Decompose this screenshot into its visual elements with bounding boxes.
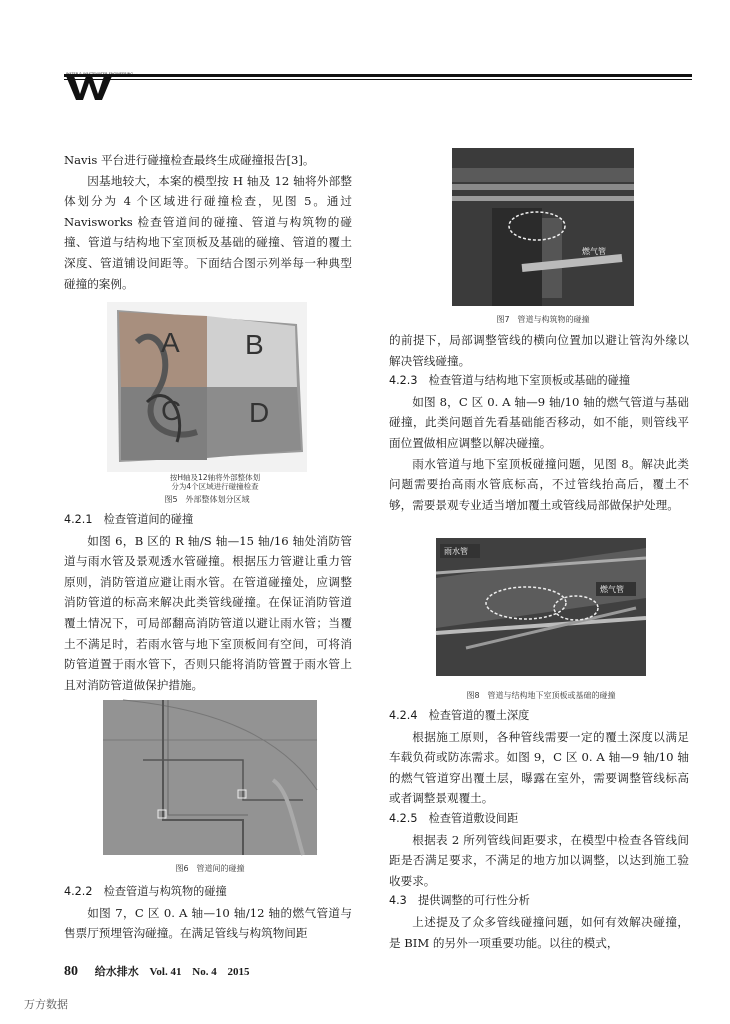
- journal-name: 给水排水: [94, 966, 139, 978]
- left-para-2: 因基地较大，本案的模型按 H 轴及 12 轴将外部整体划分为 4 个区域进行碰撞检查，见图 5。通过 Navisworks 检查管道间的碰撞、管道与构筑物的碰撞、管道与结构地下室顶板及基础的碰撞、管道的覆土深度、管道铺设间距等。下面结合图示列举每一种典型碰撞的案例。: [64, 173, 352, 291]
- figure-5: [107, 302, 307, 472]
- journal-volume: Vol. 41: [149, 966, 182, 978]
- right-para-2: 如图 8，C 区 0. A 轴—9 轴/10 轴的燃气管道与基础碰撞，此类问题首先看基础能否移动，如不能，则管线平面位置做相应调整以解决碰撞。: [389, 394, 689, 450]
- fig5-label-d: D: [249, 397, 270, 428]
- right-para-1: 的前提下，局部调整管线的横向位置加以避让管沟外缘以解决管线碰撞。: [389, 333, 689, 368]
- watermark: 万方数据: [24, 998, 68, 1011]
- left-para-1: Navis 平台进行碰撞检查最终生成碰撞报告[3]。: [64, 153, 315, 167]
- right-para-6: 上述提及了众多管线碰撞问题，如何有效解决碰撞，是 BIM 的另外一项重要功能。以往的模式，: [389, 914, 689, 950]
- fig5-label-a: A: [161, 327, 180, 358]
- fig8-label-rain: 雨水管: [444, 547, 468, 556]
- header-rule: [64, 74, 692, 77]
- fig7-caption: 图7 管道与构筑物的碰撞: [496, 315, 590, 324]
- left-para-3: 如图 6，B 区的 R 轴/S 轴—15 轴/16 轴处消防管道与雨水管及景观透水管碰撞。根据压力管避让重力管原则，消防管道应避让雨水管。在管道碰撞处，应调整消防管道的标高来解决此类管线碰撞。在保证消防管道覆土情况下，可局部翻高消防管道以避让雨水管；当覆土不满足时，若雨水管与地下室顶板间有空间，可将消防管道置于雨水管下，否则只能将消防管置于雨水管上且对消防管道做保护措施。: [64, 533, 352, 692]
- page-footer: [64, 963, 257, 980]
- heading-4-2-2: 4.2.2 检查管道与构筑物的碰撞: [64, 885, 227, 898]
- figure-8: [436, 538, 646, 676]
- figure-8-drawing: [436, 538, 646, 676]
- fig8-label-gas: 燃气管: [600, 585, 624, 594]
- figure-5-drawing: [107, 302, 307, 472]
- header-rule-thin: [64, 79, 692, 80]
- right-column-bottom: [389, 706, 689, 953]
- left-column-bottom: [64, 882, 352, 944]
- left-para-4: 如图 7，C 区 0. A 轴—10 轴/12 轴的燃气管道与售票厅预埋管沟碰撞。在满足管线与构筑物间距: [64, 905, 352, 941]
- fig5-label-b: B: [245, 329, 264, 360]
- fig6-caption: 图6 管道间的碰撞: [175, 864, 245, 873]
- heading-4-3: 4.3 提供调整的可行性分析: [389, 894, 530, 908]
- heading-4-2-3: 4.2.3 检查管道与结构地下室顶板或基础的碰撞: [389, 374, 631, 388]
- fig5-caption: 图5 外部整体划分区域: [164, 495, 250, 504]
- fig5-inner-note: [150, 473, 280, 491]
- right-para-5: 根据表 2 所列管线间距要求，在模型中检查各管线间距是否满足要求，不满足的地方加以调整，以达到施工验收要求。: [389, 832, 689, 888]
- right-column-top: [389, 330, 689, 515]
- heading-4-2-4: 4.2.4 检查管道的覆土深度: [389, 709, 530, 722]
- journal-issue: No. 4: [192, 966, 217, 978]
- journal-year: 2015: [227, 966, 250, 978]
- right-para-3: 雨水管道与地下室顶板碰撞问题，见图 8。解决此类问题需要抬高雨水管底标高，不过管线抬高后，覆土不够，需要景观专业适当增加覆土或管线局部做保护处理。: [389, 456, 689, 512]
- figure-6-drawing: [103, 700, 317, 855]
- fig5-inner-line1: 按H轴及12轴将外部整体划: [169, 473, 261, 482]
- figure-7: [452, 148, 634, 306]
- figure-7-drawing: [452, 148, 634, 306]
- heading-4-2-5: 4.2.5 检查管道敷设间距: [389, 811, 519, 825]
- fig7-label-gas: 燃气管: [582, 247, 606, 256]
- fig5-inner-line2: 分为4个区域进行碰撞检查: [171, 482, 259, 491]
- left-column-top: [64, 150, 352, 294]
- fig8-caption: 图8 管道与结构地下室顶板或基础的碰撞: [466, 691, 616, 700]
- right-para-4: 根据施工原则，各种管线需要一定的覆土深度以满足车载负荷或防冻需求。如图 9，C 区 0. A 轴—9 轴/10 轴的燃气管道穿出覆土层，曝露在室外，需要调整管线标高或者调整景观覆土。: [389, 729, 689, 806]
- page-number: 80: [64, 964, 78, 979]
- fig5-label-c: C: [161, 395, 182, 426]
- left-column-mid: [64, 510, 352, 695]
- figure-6: [103, 700, 317, 855]
- heading-4-2-1: 4.2.1 检查管道间的碰撞: [64, 513, 194, 526]
